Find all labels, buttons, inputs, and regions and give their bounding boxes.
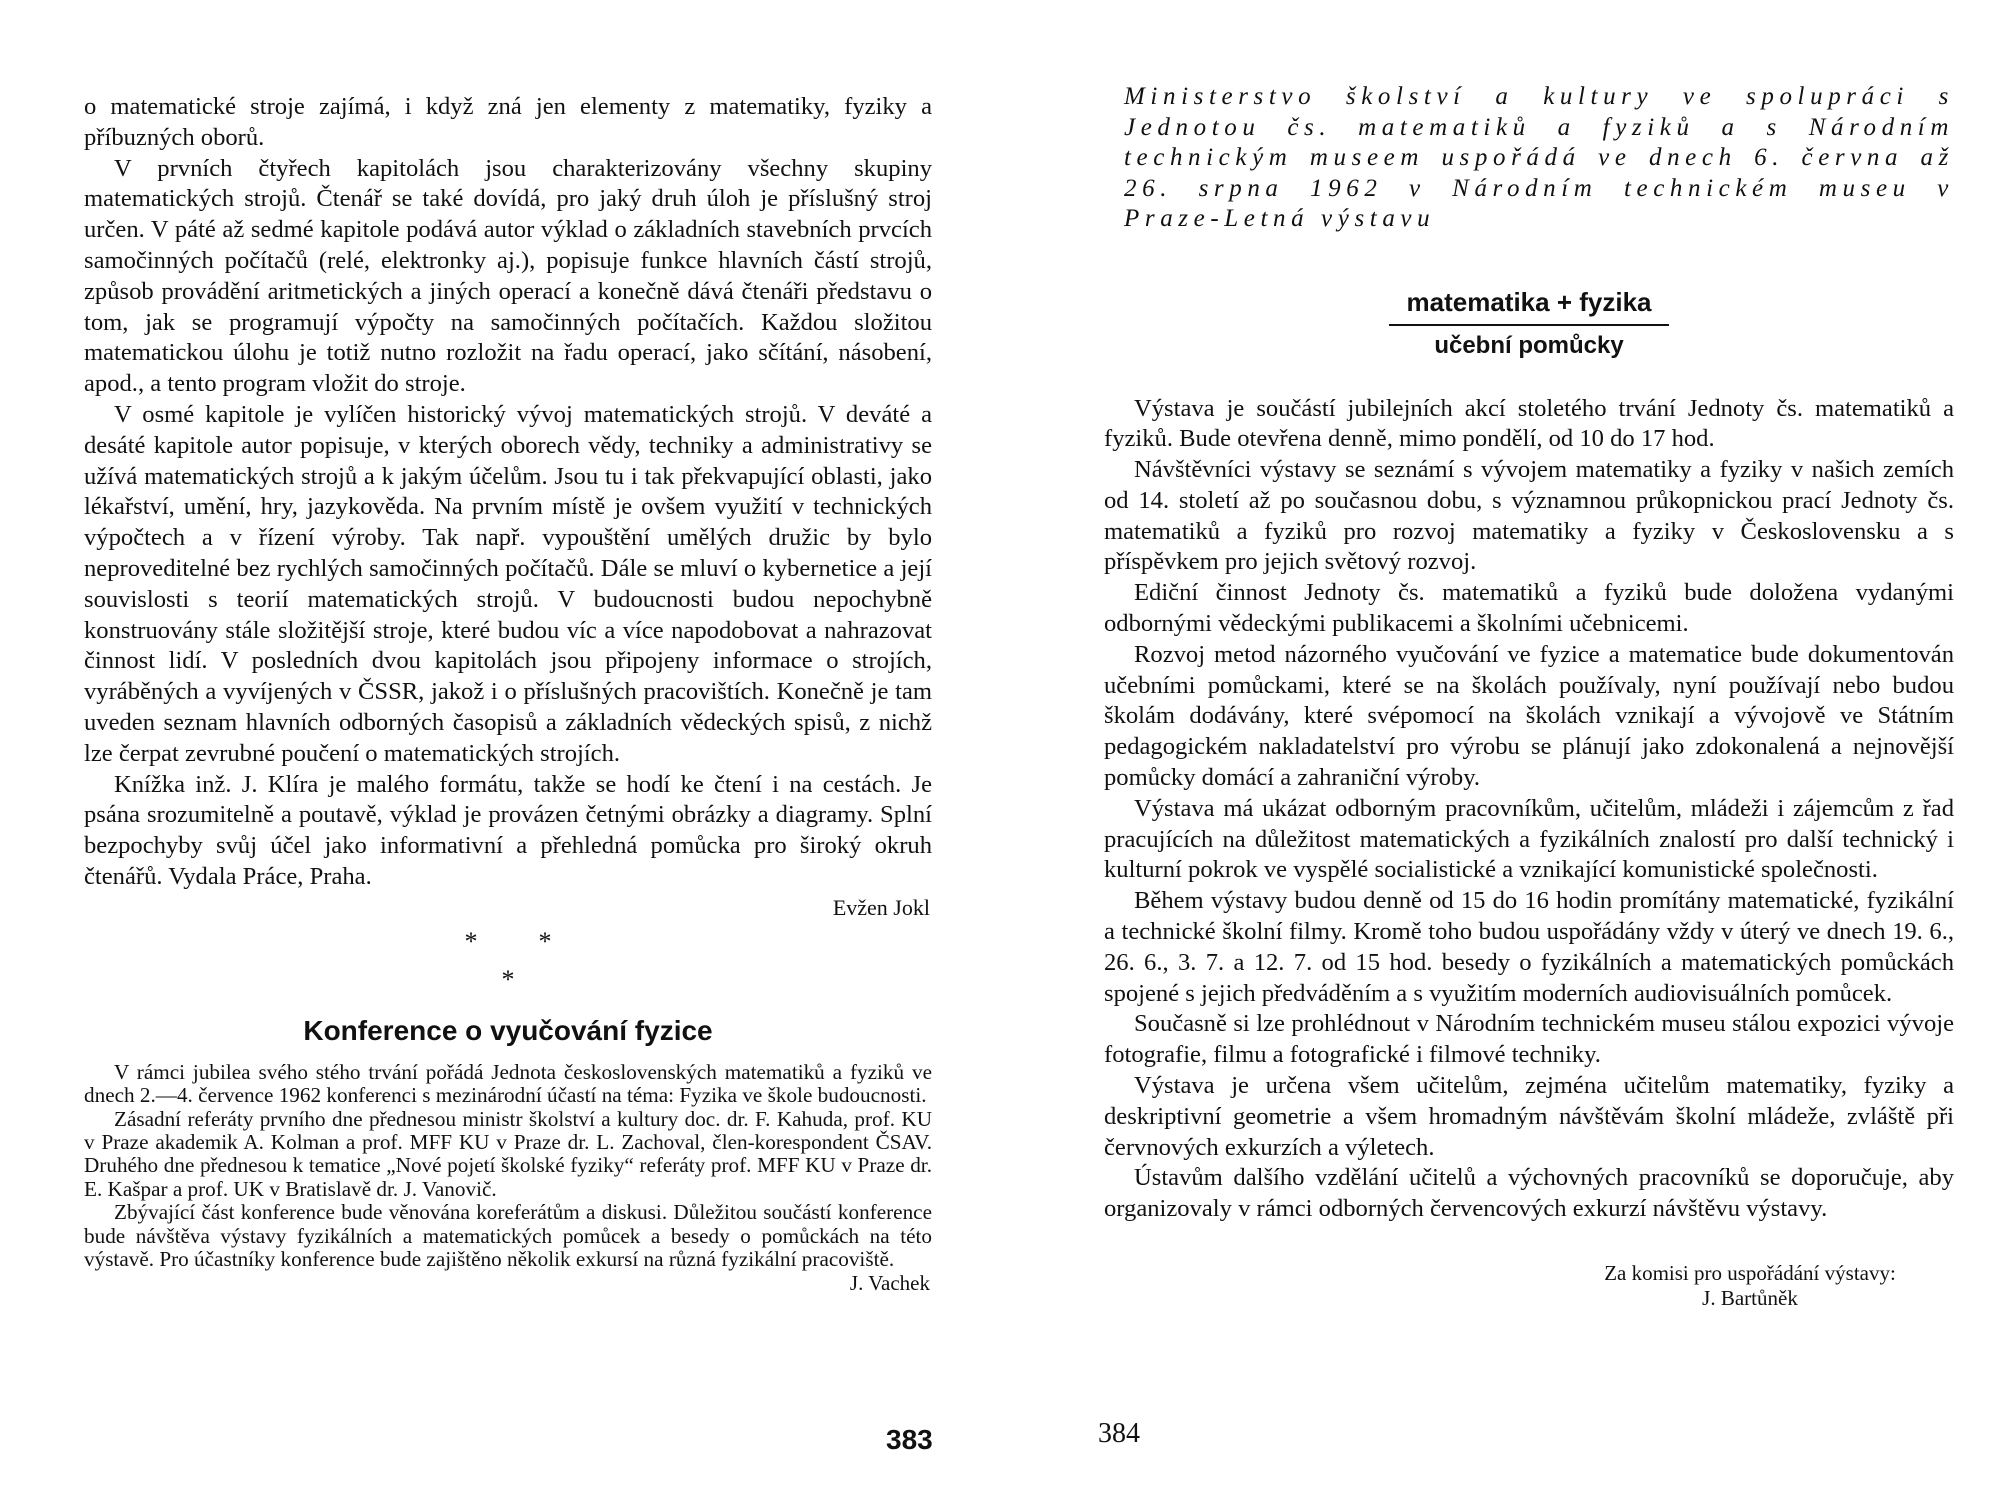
exhibition-intro: Ministerstvo školství a kultury ve spolupráci s Jednotou čs. matematiků a fyziků a s Národním technickým museem uspořádá ve dnech 6. června až 26. srpna 1962 v Národním technickém museu v Praze-Letná výstavu [1124,83,1954,232]
exhibition-paragraph: Výstava je určena všem učitelům, zejména učitelům matematiky, fyziky a deskriptivní geometrie a všem hromadným návštěvám školní mládeže, zvláště při červnových exkurzích a výletech. [1104,1072,1954,1161]
review-paragraph: V osmé kapitole je vylíčen historický vývoj matematických strojů. V deváté a desáté kapitole autor popisuje, v kterých oborech vědy, techniky a administrativy se užívá matematických strojů a k jakým účelům. Jsou tu i tak překvapující oblasti, jako lékařství, umění, hry, jazykověda. Na prvním místě je ovšem využití v technických výpočtech a v řízení výroby. Tak např. vypouštění umělých družic by bylo neproveditelné bez rychlých samočinných počítačů. Dále se mluví o kybernetice a její souvislosti s teorií matematických strojů. V budoucnosti budou nepochybně konstruovány stále složitější stroje, které budou víc a více napodobovat a nahrazovat činnost lidí. V posledních dvou kapitolách jsou připojeny informace o strojích, vyráběných a vyvíjených v ČSSR, jakož i o příslušných pracovištích. Konečně je tam uveden seznam hlavních odborných časopisů a základních vědeckých spisů, z nichž lze čerpat zevrubné poučení o matematických strojích. [84,400,932,767]
exhibition-paragraph: Výstava má ukázat odborným pracovníkům, učitelům, mládeži i zájemcům z řad pracujících na důležitost matematických a fyzikálních znalostí pro další technický i kulturní pokrok ve vyspělé socialistické a vznikající komunistické společnosti. [1104,794,1954,884]
page-number: 384 [1098,1418,1140,1449]
right-page [1004,0,2008,1501]
title-divider [1389,324,1669,326]
exhibition-signature [1550,1261,1950,1311]
conference-paragraph: V rámci jubilea svého stého trvání pořádá Jednota československých matematiků a fyziků ve dnech 2.—4. července 1962 konferenci s mezinárodní účastí na téma: Fyzika ve škole budoucnosti. [84,1059,932,1108]
star-mark: * [538,926,552,956]
left-page-column [84,92,932,1295]
review-signature: Evžen Jokl [832,894,930,920]
signature-line-name: J. Bartůněk [1702,1286,1798,1311]
separator-stars [84,927,932,995]
exhibition-paragraph: Současně si lze prohlédnout v Národním technickém museu stálou expozici vývoje fotografie, filmu a fotografické i filmové techniky. [1104,1010,1954,1069]
review-paragraph: o matematické stroje zajímá, i když zná jen elementy z matematiky, fyziky a příbuzných oborů. [84,93,932,151]
star-mark: * [501,964,515,994]
exhibition-paragraph: Rozvoj metod názorného vyučování ve fyzice a matematice bude dokumentován učebními pomůckami, které se na školách používaly, nyní používají nebo budou školám dodávány, které svépomocí na školách vznikají a vývojově ve Státním pedagogickém nakladatelství pro výrobu se plánují jako zdokonalená a nejnovější pomůcky domácí a zahraniční výroby. [1104,640,1954,792]
conference-signature: J. Vachek [849,1271,930,1296]
page-number: 383 [886,1424,933,1455]
signature-line-committee: Za komisi pro uspořádání výstavy: [1604,1261,1896,1286]
exhibition-title: matematika + fyzika [1406,286,1652,317]
exhibition-paragraph: Ediční činnost Jednoty čs. matematiků a fyziků bude doložena vydanými odbornými vědeckými publikacemi a školními učebnicemi. [1104,579,1954,638]
exhibition-paragraph: Návštěvníci výstavy se seznámí s vývojem matematiky a fyziky v našich zemích od 14. století až po současnou dobu, s významnou průkopnickou prací Jednoty čs. matematiků a fyziků pro rozvoj matematiky a fyziky v Československu a s příspěvkem pro jejich světový rozvoj. [1104,456,1954,576]
conference-heading: Konference o vyučování fyzice [303,1014,713,1046]
conference-paragraph: Zásadní referáty prvního dne přednesou ministr školství a kultury doc. dr. F. Kahuda, prof. KU v Praze akademik A. Kolman a prof. MFF KU v Praze dr. L. Zachoval, člen-korespondent ČSAV. Druhého dne přednesou k tematice „Nové pojetí školské fyziky“ referáty prof. MFF KU v Praze dr. E. Kašpar a prof. UK v Bratislavě dr. J. Vanovič. [84,1106,932,1201]
exhibition-paragraph: Během výstavy budou denně od 15 do 16 hodin promítány matematické, fyzikální a technické školní filmy. Kromě toho budou uspořádány vždy v úterý ve dnech 19. 6., 26. 6., 3. 7. a 12. 7. od 15 hod. besedy o fyzikálních a matematických pomůckách spojené s jejich předváděním a s využitím moderních audiovisuálních pomůcek. [1104,887,1954,1007]
exhibition-subtitle: učební pomůcky [1434,331,1624,359]
exhibition-paragraph: Výstava je součástí jubilejních akcí stoletého trvání Jednoty čs. matematiků a fyziků. Bude otevřena denně, mimo pondělí, od 10 do 17 hod. [1104,394,1954,453]
right-page-column [1104,82,1954,1311]
star-mark: * [464,926,478,956]
exhibition-paragraph: Ústavům dalšího vzdělání učitelů a výchovných pracovníků se doporučuje, aby organizovaly v rámci odborných červencových exkurzí návštěvu výstavy. [1104,1164,1954,1223]
review-paragraph: Knížka inž. J. Klíra je malého formátu, takže se hodí ke čtení i na cestách. Je psána srozumitelně a poutavě, výklad je provázen četnými obrázky a diagramy. Splní bezpochyby svůj účel jako informativní a přehledná pomůcka pro široký okruh čtenářů. Vydala Práce, Praha. [84,770,932,890]
conference-paragraph: Zbývající část konference bude věnována koreferátům a diskusi. Důležitou součástí konference bude návštěva výstavy fyzikálních a matematických pomůcek a besedy o pomůckách na této výstavě. Pro účastníky konference bude zajištěno několik exkursí na různá fyzikální pracoviště. [84,1200,932,1271]
review-paragraph: V prvních čtyřech kapitolách jsou charakterizovány všechny skupiny matematických strojů. Čtenář se také dovídá, pro jaký druh úloh je příslušný stroj určen. V páté až sedmé kapitole podává autor výklad o základních stavebních prvcích samočinných počítačů (relé, elektronky aj.), popisuje funkce hlavních částí strojů, způsob provádění aritmetických a jiných operací a konečně dává čtenáři představu o tom, jak se programují výpočty na samočinných počítačích. Každou složitou matematickou úlohu je totiž nutno rozložit na řadu operací, jako sčítání, násobení, apod., a tento program vložit do stroje. [84,154,932,398]
